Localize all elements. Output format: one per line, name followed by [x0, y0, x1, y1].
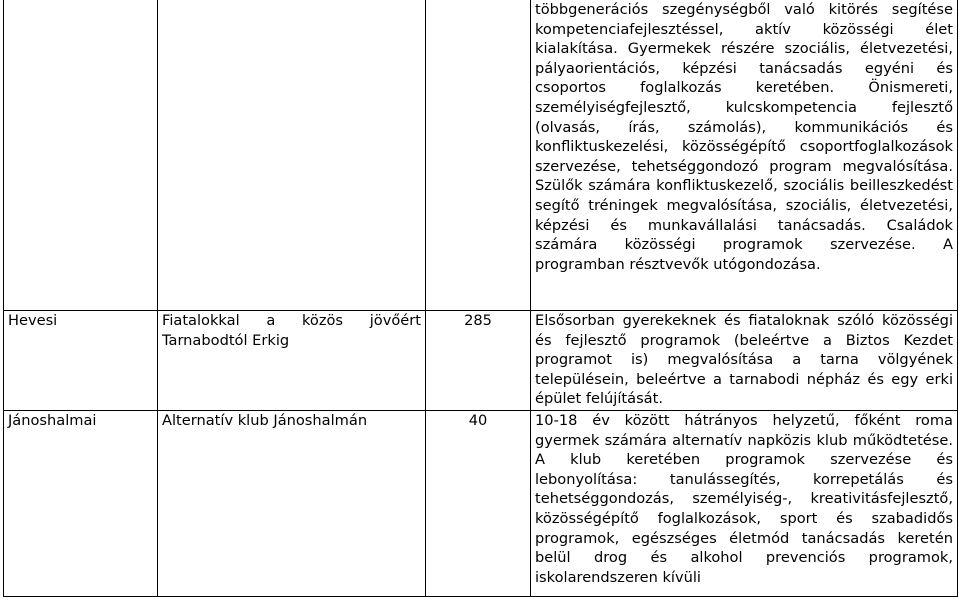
project-text: Alternatív klub Jánoshalmán: [162, 412, 368, 429]
amount-cell: [426, 311, 531, 411]
description-cell: [531, 311, 958, 411]
city-text: Jánoshalmai: [8, 412, 97, 429]
description-text: Elsősorban gyerekeknek és fiataloknak szóló közösségi és fejlesztő programok (beleértve a Biztos Kezdet programot is) megvalósítása a tarna völgyének településein, beleértve a tarnabodi népház és egy erki épület felújítását.: [535, 312, 953, 408]
table-row: [4, 0, 958, 311]
amount-text: 285: [464, 312, 492, 329]
project-cell: [158, 311, 426, 411]
description-text: többgenerációs szegénységből való kitörés segítése kompetenciafejlesztéssel, aktív közösségi élet kialakítása. Gyermekek részére szociális, életvezetési, pályaorientációs, képzési tanácsadás egyéni és csoportos foglalkozás keretében. Önismereti, személyiségfejlesztő, kulcskompetencia fejlesztő (olvasás, írás, számolás), kommunikációs és konfliktuskezelési, közösségépítő csoportfoglalkozások szervezése, tehetséggondozó program megvalósítása. Szülők számára konfliktuskezelő, szociális beilleszkedést segítő tréningek megvalósítása, szociális, életvezetési, képzési és munkavállalási tanácsadás. Családok számára közösségi programok szervezése. A programban résztvevők utógondozása.: [535, 1, 953, 273]
city-cell: [4, 311, 158, 411]
city-text: Hevesi: [8, 312, 58, 329]
description-text: 10-18 év között hátrányos helyzetű, főként roma gyermek számára alternatív napközis klub működtetése. A klub keretében programok szervezése és lebonyolítása: tanulássegítés, korrepetálás és tehetséggondozás, személyiség-, kreativitásfejlesztő, közösségépítő foglalkozások, sport és szabadidős programok, egészséges életmód tanácsadás keretén belül drog és alkohol prevenciós programok, iskolarendszeren kívüli: [535, 412, 953, 586]
city-cell: [4, 411, 158, 597]
project-text: Fiatalokkal a közös jövőért Tarnabodtól Erkig: [162, 312, 421, 349]
description-cell: [531, 411, 958, 597]
description-cell: [531, 0, 958, 311]
amount-cell: [426, 411, 531, 597]
table-row: [4, 311, 958, 411]
amount-cell: [426, 0, 531, 311]
table-row: [4, 411, 958, 597]
projects-table: [3, 0, 958, 597]
amount-text: 40: [468, 412, 488, 429]
city-cell: [4, 0, 158, 311]
project-cell: [158, 411, 426, 597]
project-cell: [158, 0, 426, 311]
